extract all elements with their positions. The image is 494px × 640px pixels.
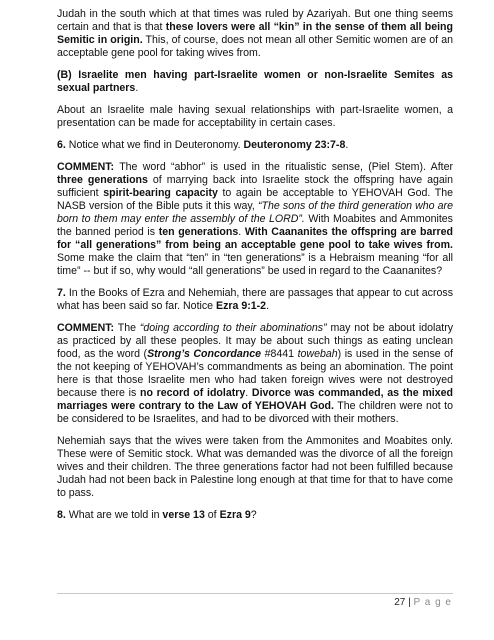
point-6 [57, 139, 453, 152]
text: With Moabites and Ammonites the banned period is [57, 213, 453, 238]
emphasis-text: verse 13 [162, 509, 205, 521]
page-number: 27 [394, 597, 406, 608]
emphasis-text: no record of idolatry [139, 387, 246, 399]
quote-text: “doing according to their abominations” [139, 322, 327, 334]
footer-divider [57, 593, 453, 594]
point-number: 8. [57, 509, 66, 521]
hebrew-word: towebah [297, 348, 338, 360]
paragraph-nehemiah: Nehemiah says that the wives were taken from the Ammonites and Moabites only. These were of Semitic stock. What was demanded was the divorce of all the foreign wives and their children. The three generations factor had not been fulfilled because Judah had not been back in Palestine long enough at that time for that to have come to pass. [57, 435, 453, 499]
comment-deuteronomy [57, 161, 453, 278]
text: . [345, 139, 349, 151]
text: This, of course, does not mean all other Semitic women are of an acceptable gene pool for taking wives from. [57, 34, 453, 59]
text: of marrying back into Israelite stock the offspring have again sufficient [57, 174, 453, 199]
emphasis-text: these lovers were all “kin” in the sense of them all being Semitic in origin. [57, 21, 454, 46]
text: What are we told in [65, 509, 163, 521]
document-page [57, 8, 453, 531]
text: Judah in the south which at that times was ruled by Azariyah. But one thing seems certain and that is that [57, 8, 453, 33]
paragraph-kin [57, 8, 453, 60]
text: may not be about idolatry as practiced by all these peoples. It may be about such things as eating unclean food, as the word ( [57, 322, 454, 360]
heading-text: (B) Israelite men having part-Israelite women or non-Israelite Semites as sexual partners [57, 69, 453, 94]
text: #8441 [261, 348, 298, 360]
text: The word “abhor” is used in the ritualistic sense, (Piel Stem). After [114, 161, 453, 173]
text: . [266, 300, 270, 312]
text: Some make the claim that “ten” in “ten generations” is a Hebraism meaning “for all time” -- but if so, why would “all generations” be used in regard to the Caananites? [57, 252, 453, 277]
text: to again be acceptable to YEHOVAH God. The NASB version of the Bible puts it this way, [57, 187, 453, 212]
emphasis-text: Divorce was commanded, as the mixed marriages were contrary to the Law of YEHOVAH God. [57, 387, 453, 412]
text: ) is used in the sense of the not keeping of YEHOVAH’s commandments as being an abomination. The point here is that those Israelite men who had taken foreign wives were not destroyed because there is [57, 348, 453, 399]
text: ? [250, 509, 257, 521]
footer-separator: | [408, 597, 411, 608]
text: Notice what we find in Deuteronomy. [65, 139, 244, 151]
emphasis-text: spirit-bearing capacity [103, 187, 218, 199]
text: of [204, 509, 220, 521]
point-7 [57, 287, 453, 313]
scripture-reference: Ezra 9 [219, 509, 251, 521]
quote-text: “The sons of the third generation who are born to them may enter the assembly of the LORD”. [57, 200, 453, 225]
text: The children were not to be considered to be Israelites, and had to be divorced with their mothers. [57, 400, 453, 425]
paragraph-presentation: About an Israelite male having sexual relationships with part-Israelite women, a presentation can be made for acceptability in certain cases. [57, 104, 453, 129]
emphasis-text: ten generations [158, 226, 239, 238]
page-label: P a g e [413, 597, 452, 608]
text: In the Books of Ezra and Nehemiah, there are passages that appear to cut across what has been said so far. Notice [57, 287, 453, 312]
emphasis-text: three generations [57, 174, 148, 186]
text: . [238, 226, 245, 238]
emphasis-text: Strong’s Concordance [147, 348, 262, 360]
text: . [135, 82, 139, 94]
text: The [114, 322, 140, 334]
emphasis-text: With Caananites the offspring are barred for “all generations” from being an acceptable gene pool to take wives from. [57, 226, 453, 251]
scripture-reference: Ezra 9:1-2 [216, 300, 267, 312]
scripture-reference: Deuteronomy 23:7-8 [243, 139, 346, 151]
text: . [245, 387, 252, 399]
point-number: 6. [57, 139, 66, 151]
point-8 [57, 509, 453, 522]
comment-label: COMMENT: [57, 161, 115, 173]
comment-label: COMMENT: [57, 322, 115, 334]
comment-ezra [57, 322, 453, 426]
page-footer [394, 597, 452, 608]
point-number: 7. [57, 287, 66, 299]
section-heading-b [57, 69, 453, 95]
